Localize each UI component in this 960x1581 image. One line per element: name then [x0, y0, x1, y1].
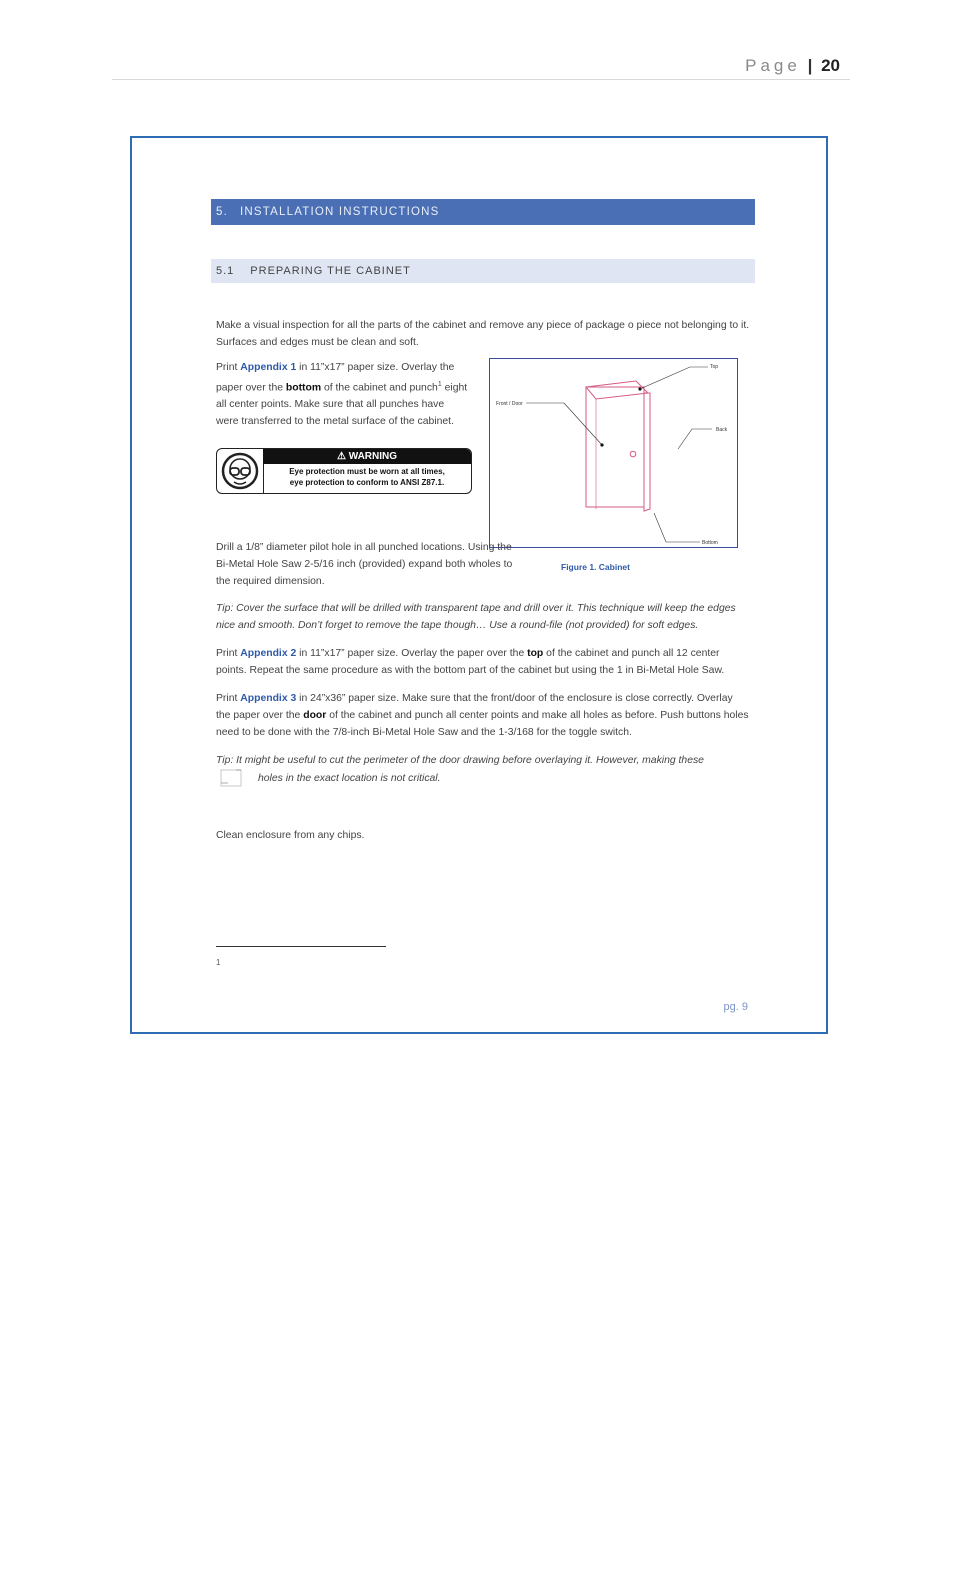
figure-label-top: Top [710, 364, 719, 370]
page-number: 20 [821, 56, 840, 75]
figure-label-bottom: Bottom [702, 540, 718, 546]
page-footer: pg. 9 [723, 1001, 748, 1013]
text-run: in 11”x17” paper size. Overlay the paper over the [216, 362, 455, 394]
figure-label-front: Front / Door [496, 401, 523, 407]
print2-paragraph [211, 645, 755, 679]
page-separator: | [807, 56, 813, 75]
figure-caption: Figure 1. Cabinet [561, 562, 630, 572]
page-header [745, 56, 840, 76]
print-appendix-1-block [211, 359, 755, 589]
subsection-number: 5.1 [216, 265, 235, 277]
document-body [211, 199, 755, 844]
print1-paragraph [211, 359, 473, 430]
appendix-2-link[interactable]: Appendix 2 [240, 648, 297, 659]
warning-line-2: eye protection to conform to ANSI Z87.1. [289, 478, 445, 488]
warning-label [216, 448, 472, 494]
text-run: in 24”x36” paper size. Make sure that the front/door of the enclosure is close correctly. Overlay the paper over the [216, 693, 733, 721]
bold-door: door [303, 710, 327, 721]
goggles-icon [217, 449, 264, 493]
clean-paragraph: Clean enclosure from any chips. [216, 830, 365, 841]
bold-top: top [527, 648, 544, 659]
section-number: 5. [216, 206, 228, 218]
tip-paragraph-2 [211, 752, 755, 787]
text-run: eight all center points. Make sure that all punches have were transferred to the metal surface of the cabinet. [216, 382, 468, 428]
text-run: in 11”x17” paper size. Overlay the paper over the [296, 648, 528, 659]
appendix-3-link[interactable]: Appendix 3 [240, 693, 297, 704]
cabinet-figure [489, 358, 738, 548]
intro-paragraph: Make a visual inspection for all the parts of the cabinet and remove any piece of package o piece not belonging to it. Surfaces and edges must be clean and soft. [216, 320, 750, 348]
text-run: of the cabinet and punch all 12 center points. Repeat the same procedure as with the bottom part of the cabinet but using the 1 in Bi-Metal Hole Saw. [216, 648, 725, 676]
print-appendix-1-text [211, 359, 473, 494]
appendix-1-link[interactable]: Appendix 1 [240, 362, 297, 373]
text-run: Tip: It might be useful to cut the perimeter of the door drawing before overlaying it. However, making these [216, 755, 704, 766]
figure-label-back: Back [716, 427, 728, 433]
footnote-number: 1 [216, 958, 221, 967]
text-run: Print [216, 693, 241, 704]
subsection-title: PREPARING THE CABINET [250, 265, 411, 277]
section-heading [211, 199, 755, 225]
text-run: of the cabinet and punch all center points and make all holes as before. Push buttons holes need to be done with the 7/8-inch Bi-Metal Hole Saw and the 1-3/168 for the toggle switch. [216, 710, 749, 738]
embedded-page-frame [130, 136, 828, 1034]
text-run: Print [216, 648, 241, 659]
text-run: holes in the exact location is not critical. [258, 773, 441, 784]
section-title: INSTALLATION INSTRUCTIONS [240, 206, 440, 218]
page-label: Page [745, 56, 801, 75]
footnote-divider [216, 946, 386, 947]
subsection-heading [211, 259, 755, 283]
text-run: Print [216, 362, 241, 373]
tip-paragraph-1: Tip: Cover the surface that will be drilled with transparent tape and drill over it. This technique will keep the edges nice and smooth. Don’t forget to remove the tape though… Use a round-file (not provided) for soft edges. [216, 603, 736, 631]
header-divider [112, 79, 850, 80]
print3-paragraph [211, 690, 755, 741]
bold-bottom: bottom [285, 382, 322, 394]
warning-text [263, 466, 471, 488]
footnote-ref[interactable]: 1 [437, 381, 442, 388]
drill-paragraph: Drill a 1/8” diameter pilot hole in all punched locations. Using the Bi-Metal Hole Saw 2-5/16 inch (provided) expand both wholes to the required dimension. [216, 542, 513, 587]
text-run: of the cabinet and punch [321, 382, 438, 394]
warning-line-1: Eye protection must be worn at all times, [289, 467, 445, 477]
warning-title: ⚠ WARNING [263, 449, 471, 464]
door-drawing-thumbnail-icon [220, 769, 242, 787]
